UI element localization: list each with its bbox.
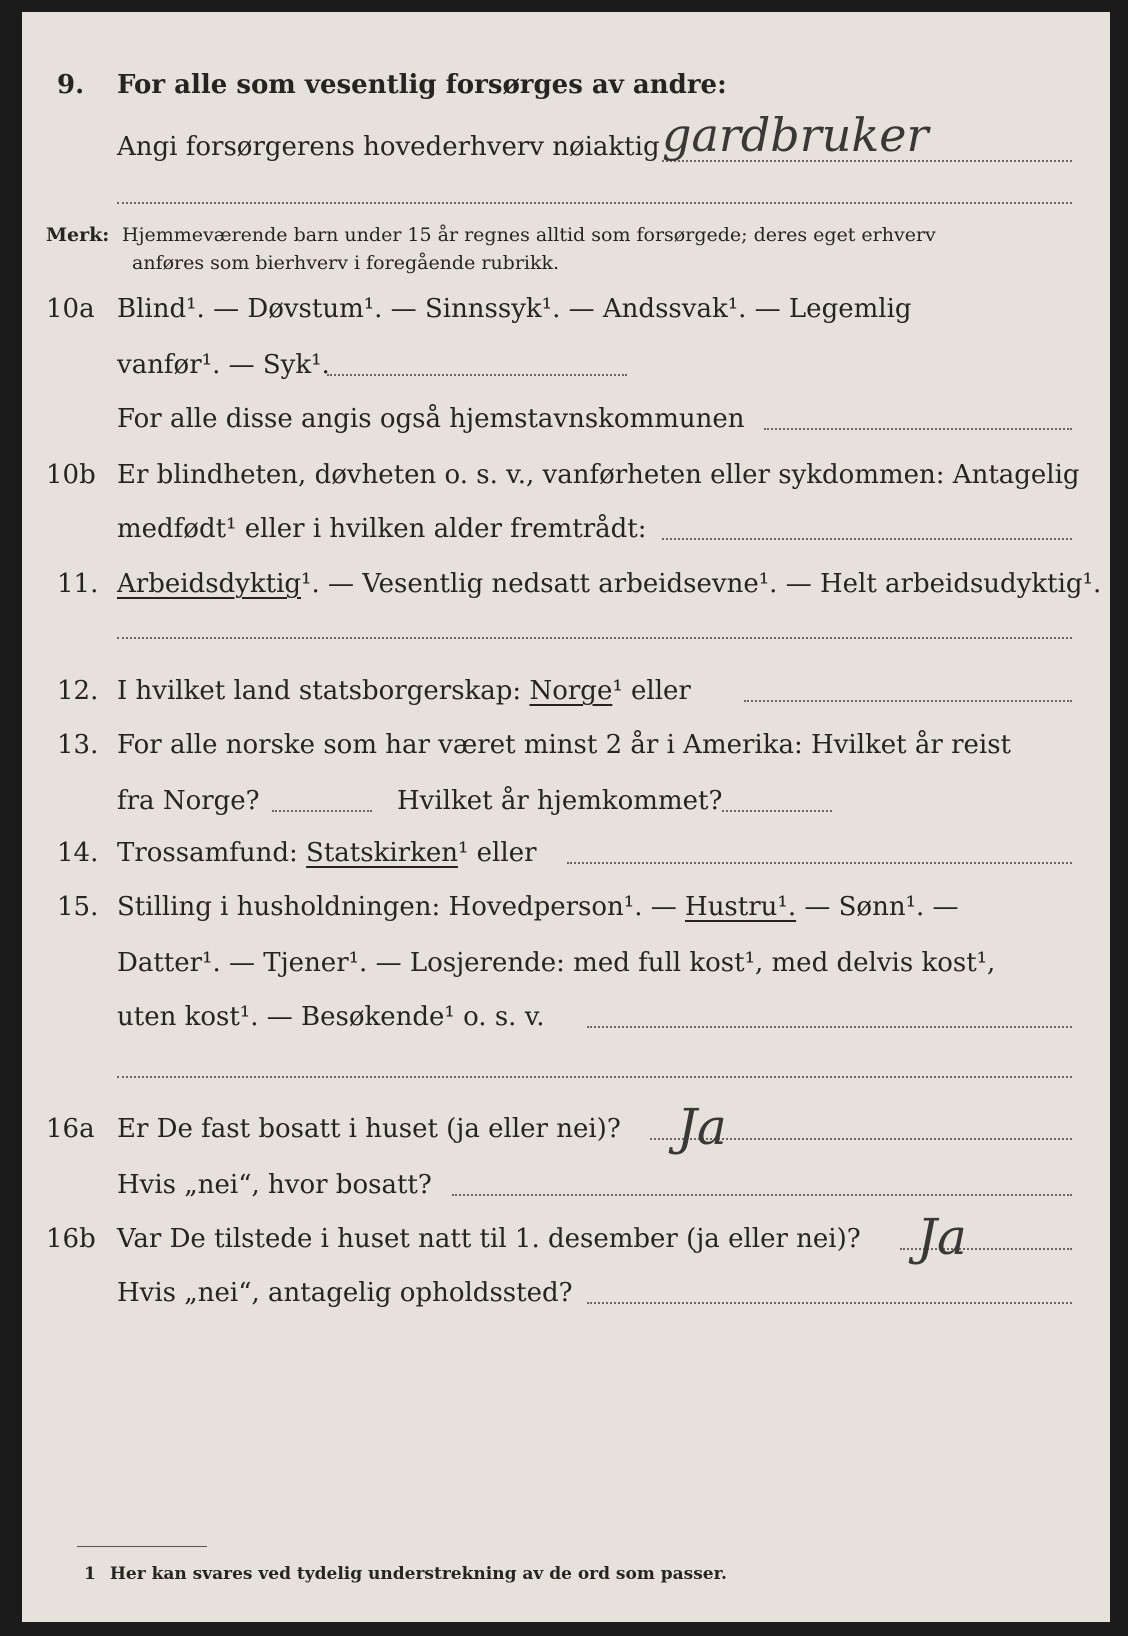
q15-line1-end: — Sønn¹. —	[804, 892, 959, 922]
q12-suffix: ¹ eller	[612, 676, 691, 706]
q10a-fill-line-1	[327, 374, 627, 376]
q10b-line2: medfødt¹ eller i hvilken alder fremtrådt:	[117, 514, 647, 544]
merk-label: Merk:	[46, 224, 110, 246]
q15-line2: Datter¹. — Tjener¹. — Losjerende: med full kost¹, med delvis kost¹,	[117, 948, 996, 978]
q12-line	[117, 676, 691, 706]
q14-line	[117, 838, 537, 868]
q15-line1	[117, 892, 959, 922]
q13-line2a: fra Norge?	[117, 786, 260, 816]
q16b-number: 16b	[46, 1224, 96, 1254]
q16a-handwritten-answer: Ja	[677, 1098, 727, 1156]
q9-extra-line	[117, 202, 1072, 204]
footnote-mark: 1	[84, 1564, 96, 1584]
q15-fill-line	[587, 1026, 1072, 1028]
q14-suffix: ¹ eller	[457, 838, 537, 868]
q9-line1: For alle som vesentlig forsørges av andre:	[117, 70, 727, 100]
q12-underlined-answer: Norge	[529, 676, 613, 706]
q10b-fill-line	[662, 538, 1072, 540]
q10a-line1: Blind¹. — Døvstum¹. — Sinnssyk¹. — Andssvak¹. — Legemlig	[117, 294, 912, 324]
q10a-line3: For alle disse angis også hjemstavnskommunen	[117, 404, 745, 434]
q9-number: 9.	[57, 70, 85, 100]
q15-extra-line	[117, 1076, 1072, 1078]
q16a-line1: Er De fast bosatt i huset (ja eller nei)?	[117, 1114, 621, 1144]
q10b-number: 10b	[46, 460, 96, 490]
q13-fill-line-1	[272, 810, 372, 812]
q13-line1: For alle norske som har været minst 2 år i Amerika: Hvilket år reist	[117, 730, 1011, 760]
q16b-line2: Hvis „nei“, antagelig opholdssted?	[117, 1278, 573, 1308]
q14-fill-line	[567, 862, 1072, 864]
census-form-page	[22, 12, 1110, 1622]
q9-line2: Angi forsørgerens hovederhverv nøiaktig	[117, 132, 660, 162]
q10a-line2: vanfør¹. — Syk¹.	[117, 350, 330, 380]
footnote	[84, 1564, 727, 1584]
q14-question: Trossamfund:	[117, 838, 298, 868]
footnote-text: Her kan svares ved tydelig understrekning av de ord som passer.	[109, 1564, 727, 1584]
q11-extra-line	[117, 637, 1072, 639]
q11-number: 11.	[57, 569, 99, 599]
q12-question: I hvilket land statsborgerskap:	[117, 676, 522, 706]
q13-fill-line-2	[722, 810, 832, 812]
q10b-line1: Er blindheten, døvheten o. s. v., vanførheten eller sykdommen: Antagelig	[117, 460, 1080, 490]
footnote-rule	[77, 1546, 207, 1547]
q10a-fill-line-2	[764, 428, 1072, 430]
q15-underlined-answer: Hustru¹.	[685, 892, 797, 922]
q9-handwritten-answer: gardbruker	[662, 108, 929, 162]
q15-number: 15.	[57, 892, 99, 922]
q14-underlined-answer: Statskirken	[306, 838, 458, 868]
q16b-fill-line-2	[587, 1302, 1072, 1304]
q12-number: 12.	[57, 676, 99, 706]
merk-line1: Hjemmeværende barn under 15 år regnes alltid som forsørgede; deres eget erhverv	[122, 224, 936, 246]
q10a-number: 10a	[46, 294, 95, 324]
q16b-line1: Var De tilstede i huset natt til 1. desember (ja eller nei)?	[117, 1224, 861, 1254]
q16a-fill-line-2	[452, 1194, 1072, 1196]
q16b-handwritten-answer: Ja	[917, 1208, 967, 1266]
merk-line2: anføres som bierhverv i foregående rubrikk.	[132, 252, 560, 274]
q13-number: 13.	[57, 730, 99, 760]
q16a-number: 16a	[46, 1114, 95, 1144]
q16a-line2: Hvis „nei“, hvor bosatt?	[117, 1170, 432, 1200]
q14-number: 14.	[57, 838, 99, 868]
q11-line-rest: ¹. — Vesentlig nedsatt arbeidsevne¹. — Helt arbeidsudyktig¹.	[301, 569, 1102, 599]
q11-underlined-answer: Arbeidsdyktig	[117, 569, 302, 599]
q11-line	[117, 569, 1101, 599]
q13-line2b: Hvilket år hjemkommet?	[397, 786, 723, 816]
q15-line3: uten kost¹. — Besøkende¹ o. s. v.	[117, 1002, 545, 1032]
q12-fill-line	[744, 700, 1072, 702]
q15-line1-start: Stilling i husholdningen: Hovedperson¹. —	[117, 892, 677, 922]
